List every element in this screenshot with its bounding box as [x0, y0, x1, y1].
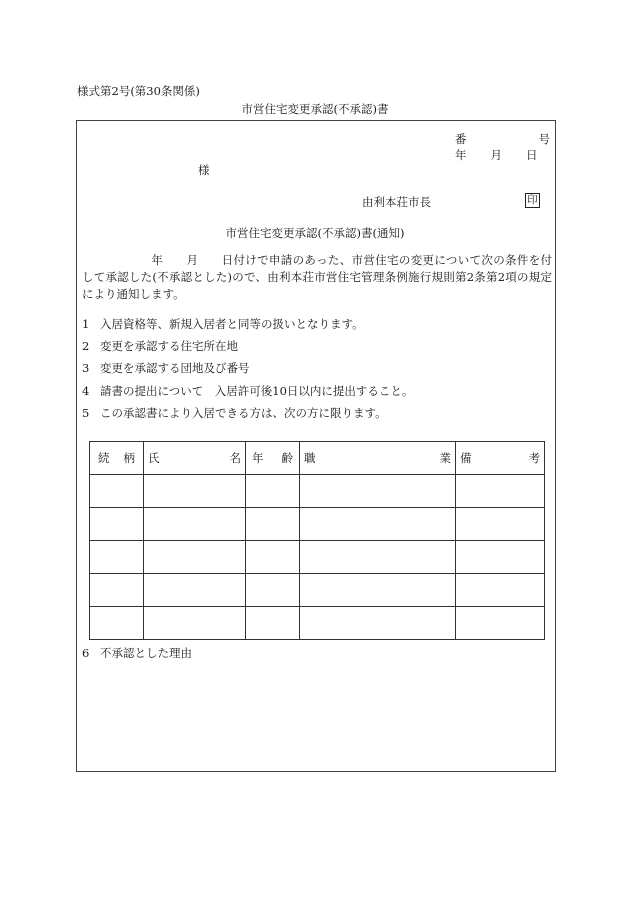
occupation-cell[interactable] [300, 574, 456, 607]
header-occupation: 職 業 [300, 442, 456, 475]
seal-box: 印 [525, 193, 540, 208]
occupation-cell[interactable] [300, 541, 456, 574]
age-cell[interactable] [246, 508, 300, 541]
issuer-name: 由利本荘市長 [362, 195, 431, 209]
table-row [90, 475, 545, 508]
remarks-cell[interactable] [456, 607, 545, 640]
age-cell[interactable] [246, 574, 300, 607]
name-cell[interactable] [144, 574, 246, 607]
date-year: 年 [455, 148, 467, 162]
table-row [90, 574, 545, 607]
form-label: 様式第2号(第30条関係) [77, 84, 200, 98]
name-cell[interactable] [144, 475, 246, 508]
name-cell[interactable] [144, 541, 246, 574]
reason-number: 6 [82, 646, 90, 660]
issue-date-line [455, 150, 538, 162]
body-month: 月 [186, 253, 199, 267]
document-title: 市営住宅変更承認(不承認)書 [241, 102, 389, 116]
condition-text: この承認書により入居できる方は、次の方に限ります。 [100, 406, 387, 420]
notice-title: 市営住宅変更承認(不承認)書(通知) [225, 226, 405, 240]
age-cell[interactable] [246, 475, 300, 508]
condition-number: 5 [82, 406, 90, 420]
authorized-residents-table [89, 441, 545, 640]
rejection-reason-label [82, 648, 192, 660]
occupation-cell[interactable] [300, 607, 456, 640]
header-age: 年 齢 [246, 442, 300, 475]
condition-item [82, 341, 238, 353]
number-label: 番 [455, 132, 467, 146]
header-remarks: 備 考 [456, 442, 545, 475]
age-cell[interactable] [246, 607, 300, 640]
date-day: 日 [526, 148, 538, 162]
header-relationship: 続 柄 [90, 442, 144, 475]
condition-text: 変更を承認する団地及び番号 [100, 361, 250, 375]
condition-item [82, 319, 364, 331]
relationship-cell[interactable] [90, 475, 144, 508]
table-row [90, 508, 545, 541]
remarks-cell[interactable] [456, 574, 545, 607]
remarks-cell[interactable] [456, 508, 545, 541]
name-cell[interactable] [144, 508, 246, 541]
relationship-cell[interactable] [90, 574, 144, 607]
table-row [90, 607, 545, 640]
table-header-row [90, 442, 545, 475]
condition-number: 2 [82, 339, 90, 353]
header-name: 氏 名 [144, 442, 246, 475]
condition-number: 3 [82, 361, 90, 375]
body-year: 年 [151, 253, 164, 267]
condition-number: 1 [82, 317, 90, 331]
condition-item [82, 408, 387, 420]
reason-text: 不承認とした理由 [100, 646, 192, 660]
condition-number: 4 [82, 384, 90, 398]
addressee-honorific: 様 [198, 163, 210, 177]
name-cell[interactable] [144, 607, 246, 640]
occupation-cell[interactable] [300, 508, 456, 541]
occupation-cell[interactable] [300, 475, 456, 508]
condition-item [82, 363, 250, 375]
number-suffix: 号 [538, 132, 550, 146]
relationship-cell[interactable] [90, 508, 144, 541]
remarks-cell[interactable] [456, 475, 545, 508]
condition-text: 変更を承認する住宅所在地 [100, 339, 238, 353]
relationship-cell[interactable] [90, 541, 144, 574]
body-text: 日付けで申請のあった、市営住宅の変更について次の条件を付して承認した(不承認とした)ので、由利本荘市営住宅管理条例施行規則第2条第2項の規定により通知します。 [82, 253, 553, 301]
condition-item [82, 386, 413, 398]
condition-text: 請書の提出について 入居許可後10日以内に提出すること。 [100, 384, 414, 398]
relationship-cell[interactable] [90, 607, 144, 640]
notice-body [82, 252, 552, 303]
document-number-line [455, 134, 550, 146]
date-month: 月 [490, 148, 502, 162]
remarks-cell[interactable] [456, 541, 545, 574]
table-row [90, 541, 545, 574]
age-cell[interactable] [246, 541, 300, 574]
condition-text: 入居資格等、新規入居者と同等の扱いとなります。 [100, 317, 364, 331]
